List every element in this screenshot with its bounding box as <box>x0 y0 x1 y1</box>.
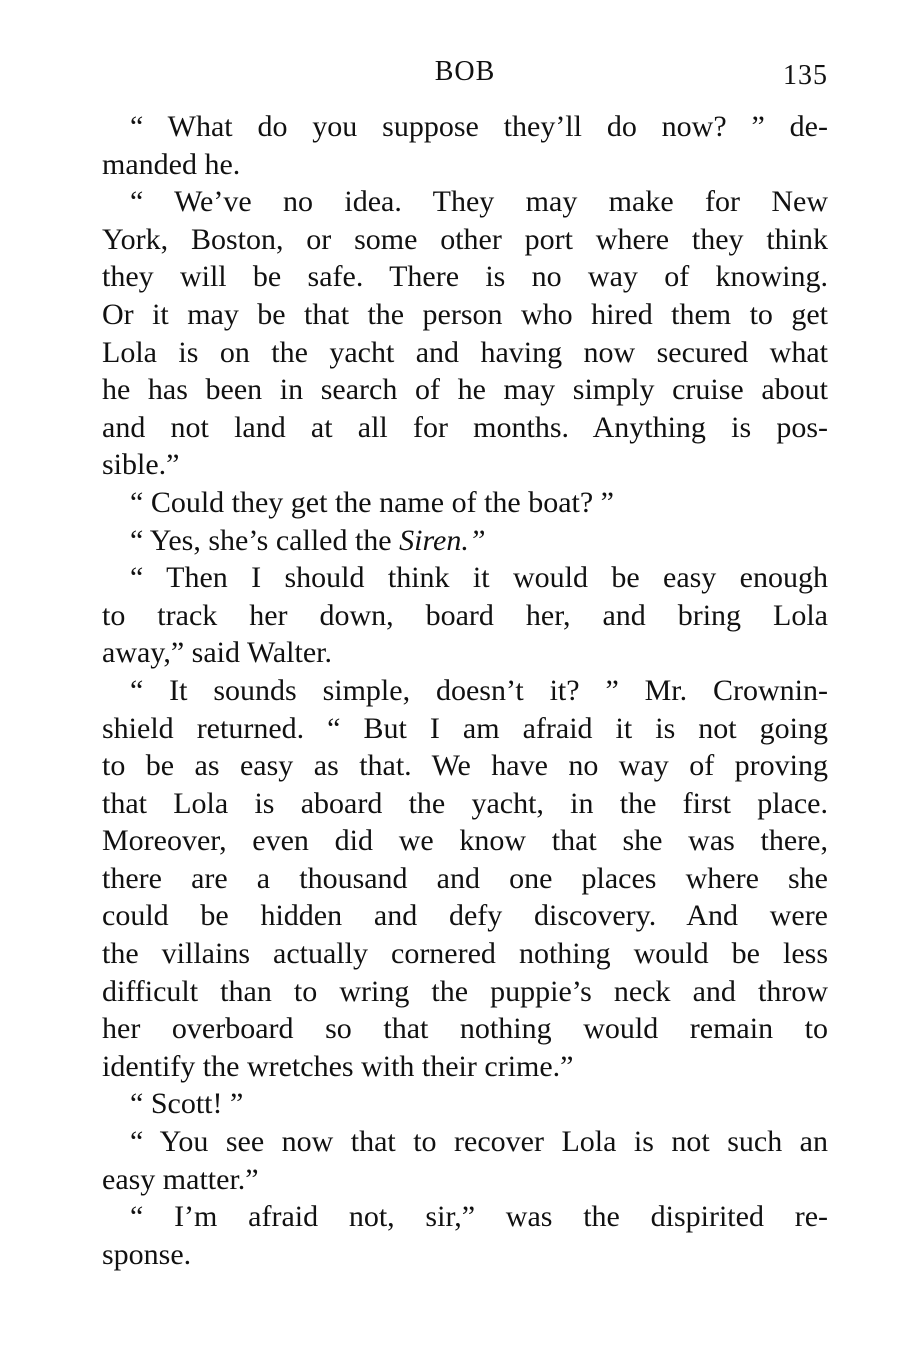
text-line-content: “ Scott! ” <box>130 1087 244 1121</box>
text-line-content: “ I’m afraid not, sir,” was the dispirited re- <box>130 1200 828 1234</box>
text-line-content: “ We’ve no idea. They may make for New <box>130 185 828 219</box>
text-line <box>102 1161 828 1199</box>
text-line-content: difficult than to wring the puppie’s neck and throw <box>102 974 828 1008</box>
text-line-content: the villains actually cornered nothing would be less <box>102 937 828 971</box>
text-line-content: “ Yes, she’s called the <box>130 523 400 557</box>
text-line <box>102 1085 828 1123</box>
text-line-content: Moreover, even did we know that she was there, <box>102 824 828 858</box>
text-line <box>102 522 828 560</box>
running-title: BOB <box>434 56 496 87</box>
text-line-content: sponse. <box>102 1237 192 1271</box>
text-line-content: Or it may be that the person who hired them to get <box>102 297 828 331</box>
text-line <box>102 146 828 184</box>
text-line-content: identify the wretches with their crime.” <box>102 1049 574 1083</box>
text-line <box>102 446 828 484</box>
text-line <box>102 108 828 146</box>
text-line <box>102 747 828 785</box>
text-line <box>102 334 828 372</box>
text-line-content: to be as easy as that. We have no way of proving <box>102 749 828 783</box>
text-line <box>102 860 828 898</box>
text-line-content: easy matter.” <box>102 1162 259 1196</box>
text-line <box>102 1048 828 1086</box>
text-line <box>102 221 828 259</box>
text-line-content: shield returned. “ But I am afraid it is not going <box>102 711 828 745</box>
text-line-content: he has been in search of he may simply cruise about <box>102 373 828 407</box>
text-line <box>102 559 828 597</box>
body-text <box>102 108 828 1273</box>
text-line <box>102 1198 828 1236</box>
text-line <box>102 296 828 334</box>
text-line <box>102 409 828 447</box>
text-line <box>102 1236 828 1274</box>
text-line <box>102 258 828 296</box>
text-line-content: they will be safe. There is no way of knowing. <box>102 260 828 294</box>
text-line <box>102 973 828 1011</box>
text-line <box>102 183 828 221</box>
text-line-content: York, Boston, or some other port where they think <box>102 222 828 256</box>
text-line-content: “ What do you suppose they’ll do now? ” de- <box>130 110 828 143</box>
text-line-content: “ You see now that to recover Lola is not such an <box>130 1125 828 1159</box>
text-line <box>102 710 828 748</box>
text-line-content: sible.” <box>102 448 180 482</box>
text-line-content: there are a thousand and one places where she <box>102 861 828 895</box>
text-line <box>102 822 828 860</box>
text-line-content: that Lola is aboard the yacht, in the first place. <box>102 786 828 820</box>
running-head <box>102 56 828 96</box>
text-line <box>102 1010 828 1048</box>
text-line-content: her overboard so that nothing would remain to <box>102 1012 828 1046</box>
text-line-content: to track her down, board her, and bring Lola <box>102 598 828 632</box>
page-number: 135 <box>783 60 828 91</box>
text-line-content: could be hidden and defy discovery. And were <box>102 899 828 933</box>
text-line-content: away,” said Walter. <box>102 636 332 670</box>
text-line <box>102 371 828 409</box>
text-line <box>102 672 828 710</box>
text-line <box>102 897 828 935</box>
text-line-content: Lola is on the yacht and having now secured what <box>102 335 828 369</box>
text-line-content: manded he. <box>102 147 241 181</box>
text-line <box>102 935 828 973</box>
text-line-content: and not land at all for months. Anything is pos- <box>102 410 828 444</box>
text-line <box>102 1123 828 1161</box>
text-line <box>102 785 828 823</box>
text-line-content: “ It sounds simple, doesn’t it? ” Mr. Crownin- <box>130 673 828 707</box>
text-line-content: “ Could they get the name of the boat? ” <box>130 485 614 519</box>
text-line-content: “ Then I should think it would be easy enough <box>130 561 828 595</box>
italic-text: Siren.” <box>399 523 486 557</box>
text-line <box>102 597 828 635</box>
text-line <box>102 484 828 522</box>
text-line <box>102 634 828 672</box>
